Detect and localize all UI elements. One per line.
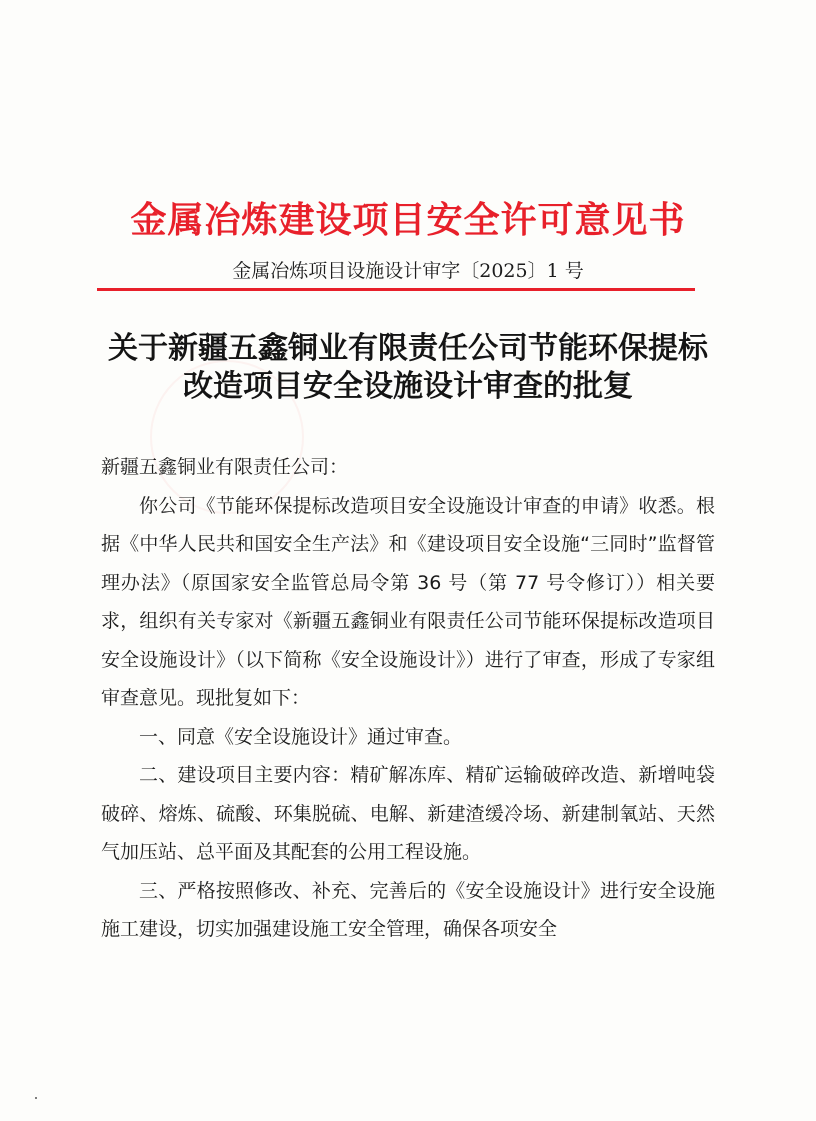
document-title-line-1: 关于新疆五鑫铜业有限责任公司节能环保提标: [108, 331, 708, 366]
body-paragraph: 你公司《节能环保提标改造项目安全设施设计审查的申请》收悉。根据《中华人民共和国安全生产法》和《建设项目安全设施“三同时”监督管理办法》（原国家安全监管总局令第 36 号（第 77 号令修订））相关要求，组织有关专家对《新疆五鑫铜业有限责任公司节能环保提标改造项目安全设施设计》（以下简称《安全设施设计》）进行了审查，形成了专家组审查意见。现批复如下：: [101, 494, 715, 709]
document-body: [101, 448, 715, 949]
document-number: 金属冶炼项目设施设计审字〔2025〕1 号: [232, 260, 584, 282]
document-title: [90, 330, 726, 406]
document-title-line-2: 改造项目安全设施设计审查的批复: [183, 369, 633, 404]
letterhead-title: 金属冶炼建设项目安全许可意见书: [130, 199, 686, 241]
body-paragraph: 二、建设项目主要内容：精矿解冻库、精矿运输破碎改造、新增吨袋破碎、熔炼、硫酸、环集脱硫、电解、新建渣缓冷场、新建制氧站、天然气加压站、总平面及其配套的公用工程设施。: [101, 764, 715, 863]
salutation: 新疆五鑫铜业有限责任公司：: [101, 456, 349, 478]
letterhead-divider: [97, 288, 695, 291]
body-paragraph: 三、严格按照修改、补充、完善后的《安全设施设计》进行安全设施施工建设，切实加强建设施工安全管理，确保各项安全: [101, 879, 715, 940]
body-paragraph: 一、同意《安全设施设计》通过审查。: [139, 725, 463, 748]
scan-speck: [35, 1097, 37, 1099]
